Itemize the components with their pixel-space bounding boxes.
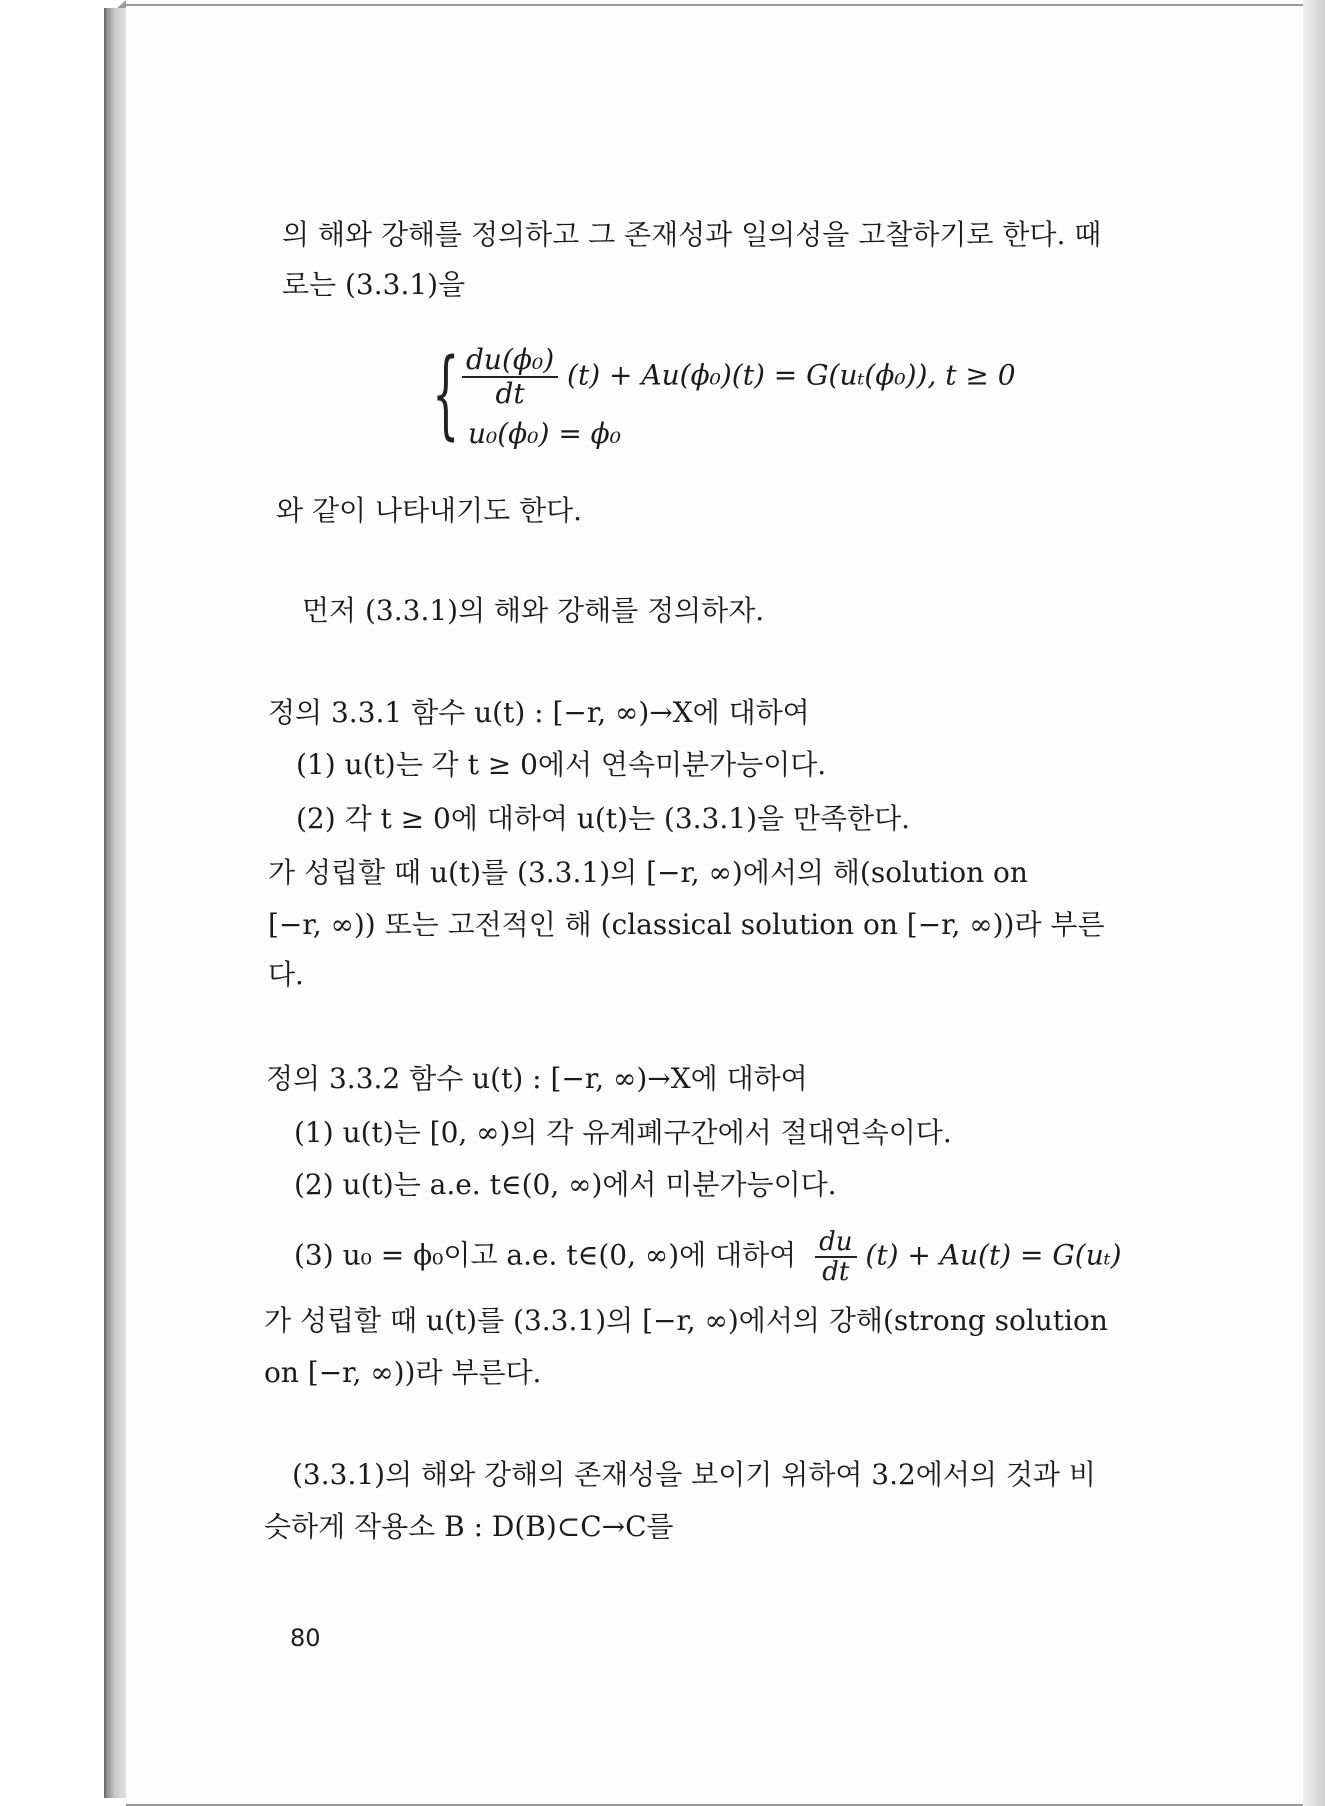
item-3-equation-rest: (t) + Au(t) = G(uₜ) <box>865 1238 1122 1272</box>
definition-3-3-1-item-2: (2) 각 t ≥ 0에 대하여 u(t)는 (3.3.1)을 만족한다. <box>296 802 911 835</box>
equation-line-2: u₀(ϕ₀) = ϕ₀ <box>468 417 621 450</box>
definition-3-3-2-line-2: on [−r, ∞))라 부른다. <box>264 1356 542 1389</box>
definition-3-3-2-item-1: (1) u(t)는 [0, ∞)의 각 유계폐구간에서 절대연속이다. <box>294 1116 952 1149</box>
text-line-2: 로는 (3.3.1)을 <box>282 268 466 301</box>
item-3-fraction-numerator: du <box>815 1228 856 1258</box>
item-3-fraction-denominator: dt <box>822 1257 850 1287</box>
definition-3-3-2-item-3-text: (3) u₀ = ϕ₀이고 a.e. t∈(0, ∞)에 대하여 <box>294 1238 797 1272</box>
paragraph-line-1: (3.3.1)의 해와 강해의 존재성을 보이기 위하여 3.2에서의 것과 비 <box>292 1458 1096 1491</box>
equation-line-1 <box>462 344 1016 410</box>
definition-3-3-2-item-2: (2) u(t)는 a.e. t∈(0, ∞)에서 미분가능이다. <box>294 1168 837 1201</box>
definition-3-3-2-line-1: 가 성립할 때 u(t)를 (3.3.1)의 [−r, ∞)에서의 강해(strong solution <box>264 1304 1108 1337</box>
definition-3-3-1-line-3: 다. <box>268 958 304 991</box>
definition-3-3-2-heading: 정의 3.3.2 함수 u(t) : [−r, ∞)→X에 대하여 <box>266 1062 808 1095</box>
definition-3-3-2-item-3 <box>294 1228 1122 1286</box>
definition-3-3-1-line-1: 가 성립할 때 u(t)를 (3.3.1)의 [−r, ∞)에서의 해(solution on <box>268 856 1028 889</box>
book-spine <box>104 8 128 1798</box>
equation-brace: { <box>432 338 460 450</box>
text-line-4: 먼저 (3.3.1)의 해와 강해를 정의하자. <box>302 594 765 627</box>
equation-fraction-numerator: du(ϕ₀) <box>462 344 558 378</box>
text-line-1: 의 해와 강해를 정의하고 그 존재성과 일의성을 고찰하기로 한다. 때 <box>282 218 1102 251</box>
text-line-3: 와 같이 나타내기도 한다. <box>276 494 583 527</box>
item-3-fraction <box>815 1228 856 1286</box>
equation-fraction <box>462 344 558 410</box>
page-number: 80 <box>290 1624 321 1652</box>
definition-3-3-1-heading: 정의 3.3.1 함수 u(t) : [−r, ∞)→X에 대하여 <box>268 696 810 729</box>
definition-3-3-1-item-1: (1) u(t)는 각 t ≥ 0에서 연속미분가능이다. <box>296 748 827 781</box>
equation-fraction-denominator: dt <box>495 377 525 410</box>
paragraph-line-2: 슷하게 작용소 B : D(B)⊂C→C를 <box>264 1510 674 1543</box>
page-edge-shadow <box>1303 0 1325 1806</box>
definition-3-3-1-line-2: [−r, ∞)) 또는 고전적인 해 (classical solution on [−r, ∞))라 부른 <box>268 908 1105 941</box>
equation-line-1-rest: (t) + Au(ϕ₀)(t) = G(uₜ(ϕ₀)), t ≥ 0 <box>567 358 1016 392</box>
